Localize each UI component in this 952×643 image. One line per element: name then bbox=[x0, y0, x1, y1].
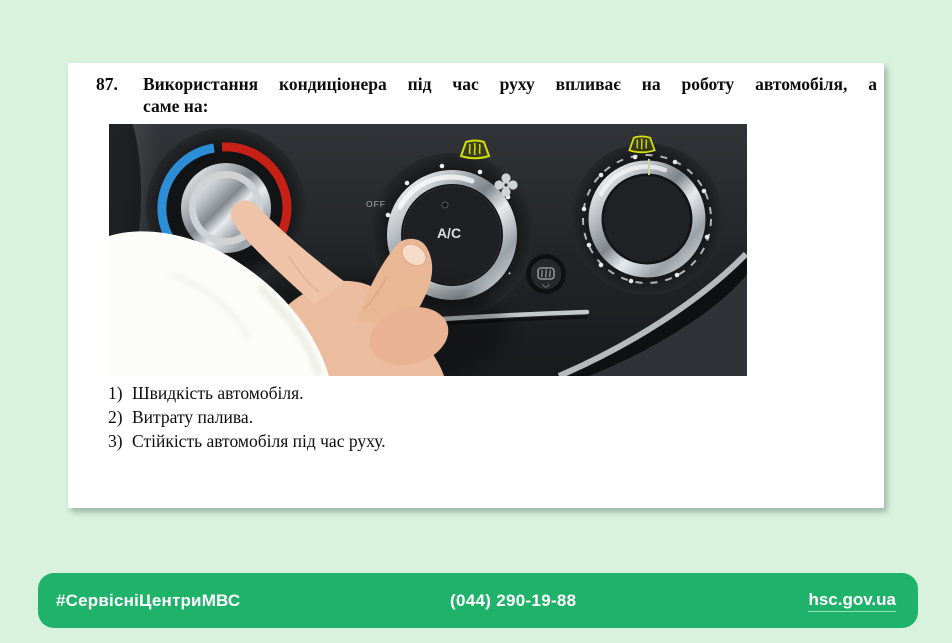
windshield-defrost-icon bbox=[461, 141, 489, 159]
question-line1-text: Використання кондиціонера під час руху впливає на роботу автомобіля, а bbox=[143, 74, 877, 94]
question-card bbox=[68, 63, 884, 508]
answer-option-3 bbox=[108, 429, 386, 453]
answer-text: Стійкість автомобіля під час руху. bbox=[132, 431, 386, 451]
answer-number: 2) bbox=[108, 407, 123, 427]
off-label: OFF bbox=[366, 199, 386, 209]
answer-list bbox=[108, 381, 386, 453]
answer-text: Витрату палива. bbox=[132, 407, 254, 427]
answer-option-1 bbox=[108, 381, 386, 405]
climate-control-photo bbox=[109, 124, 747, 376]
answer-number: 1) bbox=[108, 383, 123, 403]
question-line-1 bbox=[96, 73, 877, 95]
question-text-block bbox=[96, 73, 877, 117]
ac-label: A/C bbox=[436, 225, 462, 241]
footer-hashtag: #СервісніЦентриМВС bbox=[56, 590, 241, 610]
footer-phone: (044) 290-19-88 bbox=[450, 590, 577, 610]
footer-banner bbox=[38, 573, 918, 628]
answer-option-2 bbox=[108, 405, 386, 429]
question-number: 87. bbox=[96, 74, 118, 94]
windshield-defrost-icon bbox=[629, 136, 654, 152]
rear-defrost-button bbox=[526, 254, 566, 294]
answer-text: Швидкість автомобіля. bbox=[132, 383, 304, 403]
question-line2-text: саме на: bbox=[143, 96, 209, 116]
answer-number: 3) bbox=[108, 431, 123, 451]
footer-website-link[interactable]: hsc.gov.ua bbox=[808, 590, 896, 612]
